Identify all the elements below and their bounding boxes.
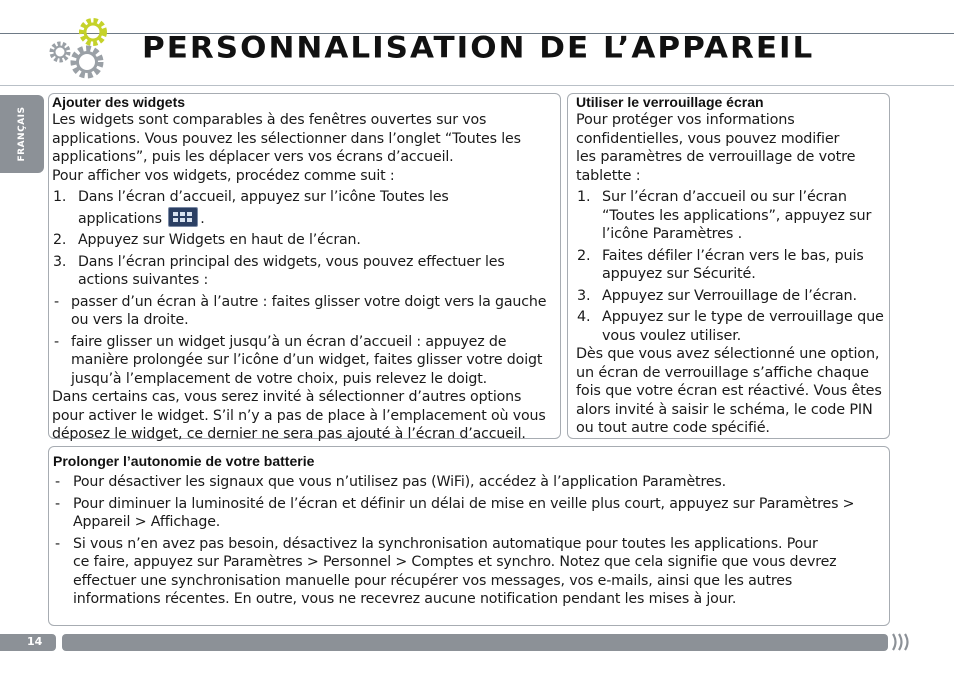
step-text: Sur l’écran d’accueil ou sur l’écran: [602, 189, 847, 205]
list-item: [576, 308, 889, 345]
footer-bar: [62, 634, 888, 651]
page-title: PERSONNALISATION DE L’APPAREIL: [142, 30, 815, 66]
page-number: 14: [27, 635, 43, 648]
lock-steps: [576, 188, 889, 345]
chevrons-right-icon: [890, 631, 914, 653]
step-text: vous voulez utiliser.: [602, 327, 742, 344]
header-underline: [0, 85, 954, 86]
bullet-text: informations récentes. En outre, vous ne recevrez aucune notification pendant les mises à jour.: [73, 591, 737, 607]
step-text: Dans l’écran principal des widgets, vous pouvez effectuer les: [78, 253, 505, 270]
battery-heading: Prolonger l’autonomie de votre batterie: [53, 453, 315, 469]
lock-heading: Utiliser le verrouillage écran: [576, 94, 764, 110]
lock-intro-line: Pour protéger vos informations: [576, 112, 795, 128]
widgets-bullets: [52, 293, 560, 389]
lock-intro-line: tablette :: [576, 167, 641, 184]
dash-marker: -: [55, 535, 60, 552]
bullet-text: ou vers la droite.: [71, 312, 189, 328]
widgets-section: [48, 93, 561, 442]
lock-outro-line: fois que votre écran est réactivé. Vous êtes: [576, 383, 882, 399]
lock-outro-line: ou tout autre code spécifié.: [576, 420, 770, 436]
widgets-outro-line: pour activer le widget. S’il n’y a pas de place à l’emplacement où vous: [52, 407, 546, 424]
step-text: Appuyez sur Verrouillage de l’écran.: [602, 287, 857, 304]
step-text: Faites défiler l’écran vers le bas, puis: [602, 247, 864, 264]
step-text: Appuyez sur le type de verrouillage que: [602, 309, 884, 325]
all-apps-icon: [168, 207, 198, 227]
step-number: 3.: [53, 253, 67, 270]
widgets-intro-line: applications”, puis les déplacer vers vos écrans d’accueil.: [52, 149, 454, 165]
step-number: 2.: [577, 247, 591, 264]
bullet-text: Pour diminuer la luminosité de l’écran et définir un délai de mise en veille plus court, appuyez sur Paramètres >: [73, 495, 855, 512]
step-number: 3.: [577, 287, 591, 304]
bullet-text: passer d’un écran à l’autre : faites glisser votre doigt vers la gauche: [71, 293, 547, 310]
step-number: 1.: [53, 189, 67, 205]
lock-screen-section: [567, 93, 890, 439]
step-number: 4.: [577, 309, 591, 325]
step-text: appuyez sur Sécurité.: [602, 266, 756, 282]
step-text: l’icône Paramètres .: [602, 226, 743, 242]
step-number: 2.: [53, 232, 67, 248]
step-text: applications: [78, 210, 162, 227]
step-text: “Toutes les applications”, appuyez sur: [602, 207, 872, 224]
step-text: .: [200, 210, 205, 227]
step-text: Appuyez sur Widgets en haut de l’écran.: [78, 232, 361, 248]
widgets-heading: Ajouter des widgets: [52, 94, 186, 110]
step-text: Dans l’écran d’accueil, appuyez sur l’icône Toutes les: [78, 189, 449, 205]
bullet-text: Pour désactiver les signaux que vous n’utilisez pas (WiFi), accédez à l’application Paramètres.: [73, 474, 727, 490]
list-item: [576, 287, 889, 306]
widgets-outro-line: Dans certains cas, vous serez invité à sélectionner d’autres options: [52, 389, 522, 405]
widgets-outro: [52, 388, 560, 444]
lock-intro-line: confidentielles, vous pouvez modifier: [576, 130, 840, 147]
lock-outro: [576, 345, 889, 438]
bullet-text: manière prolongée sur l’icône d’un widget, faites glisser votre doigt: [71, 352, 543, 368]
list-item: [53, 535, 889, 609]
language-tab: [0, 95, 44, 173]
battery-bullets: [53, 473, 889, 609]
list-item: [576, 247, 889, 284]
list-item: [52, 333, 560, 389]
widgets-intro: [52, 111, 560, 185]
lock-intro: [576, 111, 889, 185]
bullet-text: effectuer une synchronisation manuelle pour récupérer vos messages, vos e-mails, ainsi que les autres: [73, 572, 793, 589]
widgets-intro-line: Pour afficher vos widgets, procédez comme suit :: [52, 167, 395, 184]
list-item: [53, 473, 889, 492]
bullet-text: jusqu’à l’emplacement de votre choix, puis relevez le doigt.: [71, 370, 488, 387]
list-item: [53, 495, 889, 532]
gears-icon: [45, 14, 117, 84]
bullet-text: Appareil > Affichage.: [73, 514, 221, 530]
dash-marker: -: [54, 333, 59, 350]
widgets-steps: [52, 188, 560, 290]
list-item: [52, 293, 560, 330]
bullet-text: Si vous n’en avez pas besoin, désactivez la synchronisation automatique pour toutes les applications. Pour: [73, 535, 818, 552]
list-item: [52, 188, 560, 228]
widgets-outro-line: déposez le widget, ce dernier ne sera pas ajouté à l’écran d’accueil.: [52, 426, 526, 442]
lock-outro-line: Dès que vous avez sélectionné une option,: [576, 346, 880, 362]
lock-outro-line: un écran de verrouillage s’affiche chaque: [576, 364, 869, 381]
language-tab-label: FRANÇAIS: [17, 106, 27, 162]
dash-marker: -: [55, 474, 60, 490]
bullet-text: ce faire, appuyez sur Paramètres > Personnel > Comptes et synchro. Notez que cela signifie que vous devrez: [73, 554, 837, 570]
list-item: [52, 253, 560, 290]
lock-intro-line: les paramètres de verrouillage de votre: [576, 149, 856, 165]
list-item: [576, 188, 889, 244]
lock-outro-line: alors invité à saisir le schéma, le code PIN: [576, 401, 873, 418]
dash-marker: -: [54, 293, 59, 310]
step-text: actions suivantes :: [78, 272, 209, 288]
list-item: [52, 231, 560, 250]
bullet-text: faire glisser un widget jusqu’à un écran d’accueil : appuyez de: [71, 333, 507, 350]
page-number-tab: [0, 634, 56, 651]
step-number: 1.: [577, 189, 591, 205]
widgets-intro-line: Les widgets sont comparables à des fenêtres ouvertes sur vos: [52, 112, 487, 128]
battery-section: [48, 446, 890, 626]
widgets-intro-line: applications. Vous pouvez les sélectionner dans l’onglet “Toutes les: [52, 130, 521, 147]
dash-marker: -: [55, 495, 60, 512]
